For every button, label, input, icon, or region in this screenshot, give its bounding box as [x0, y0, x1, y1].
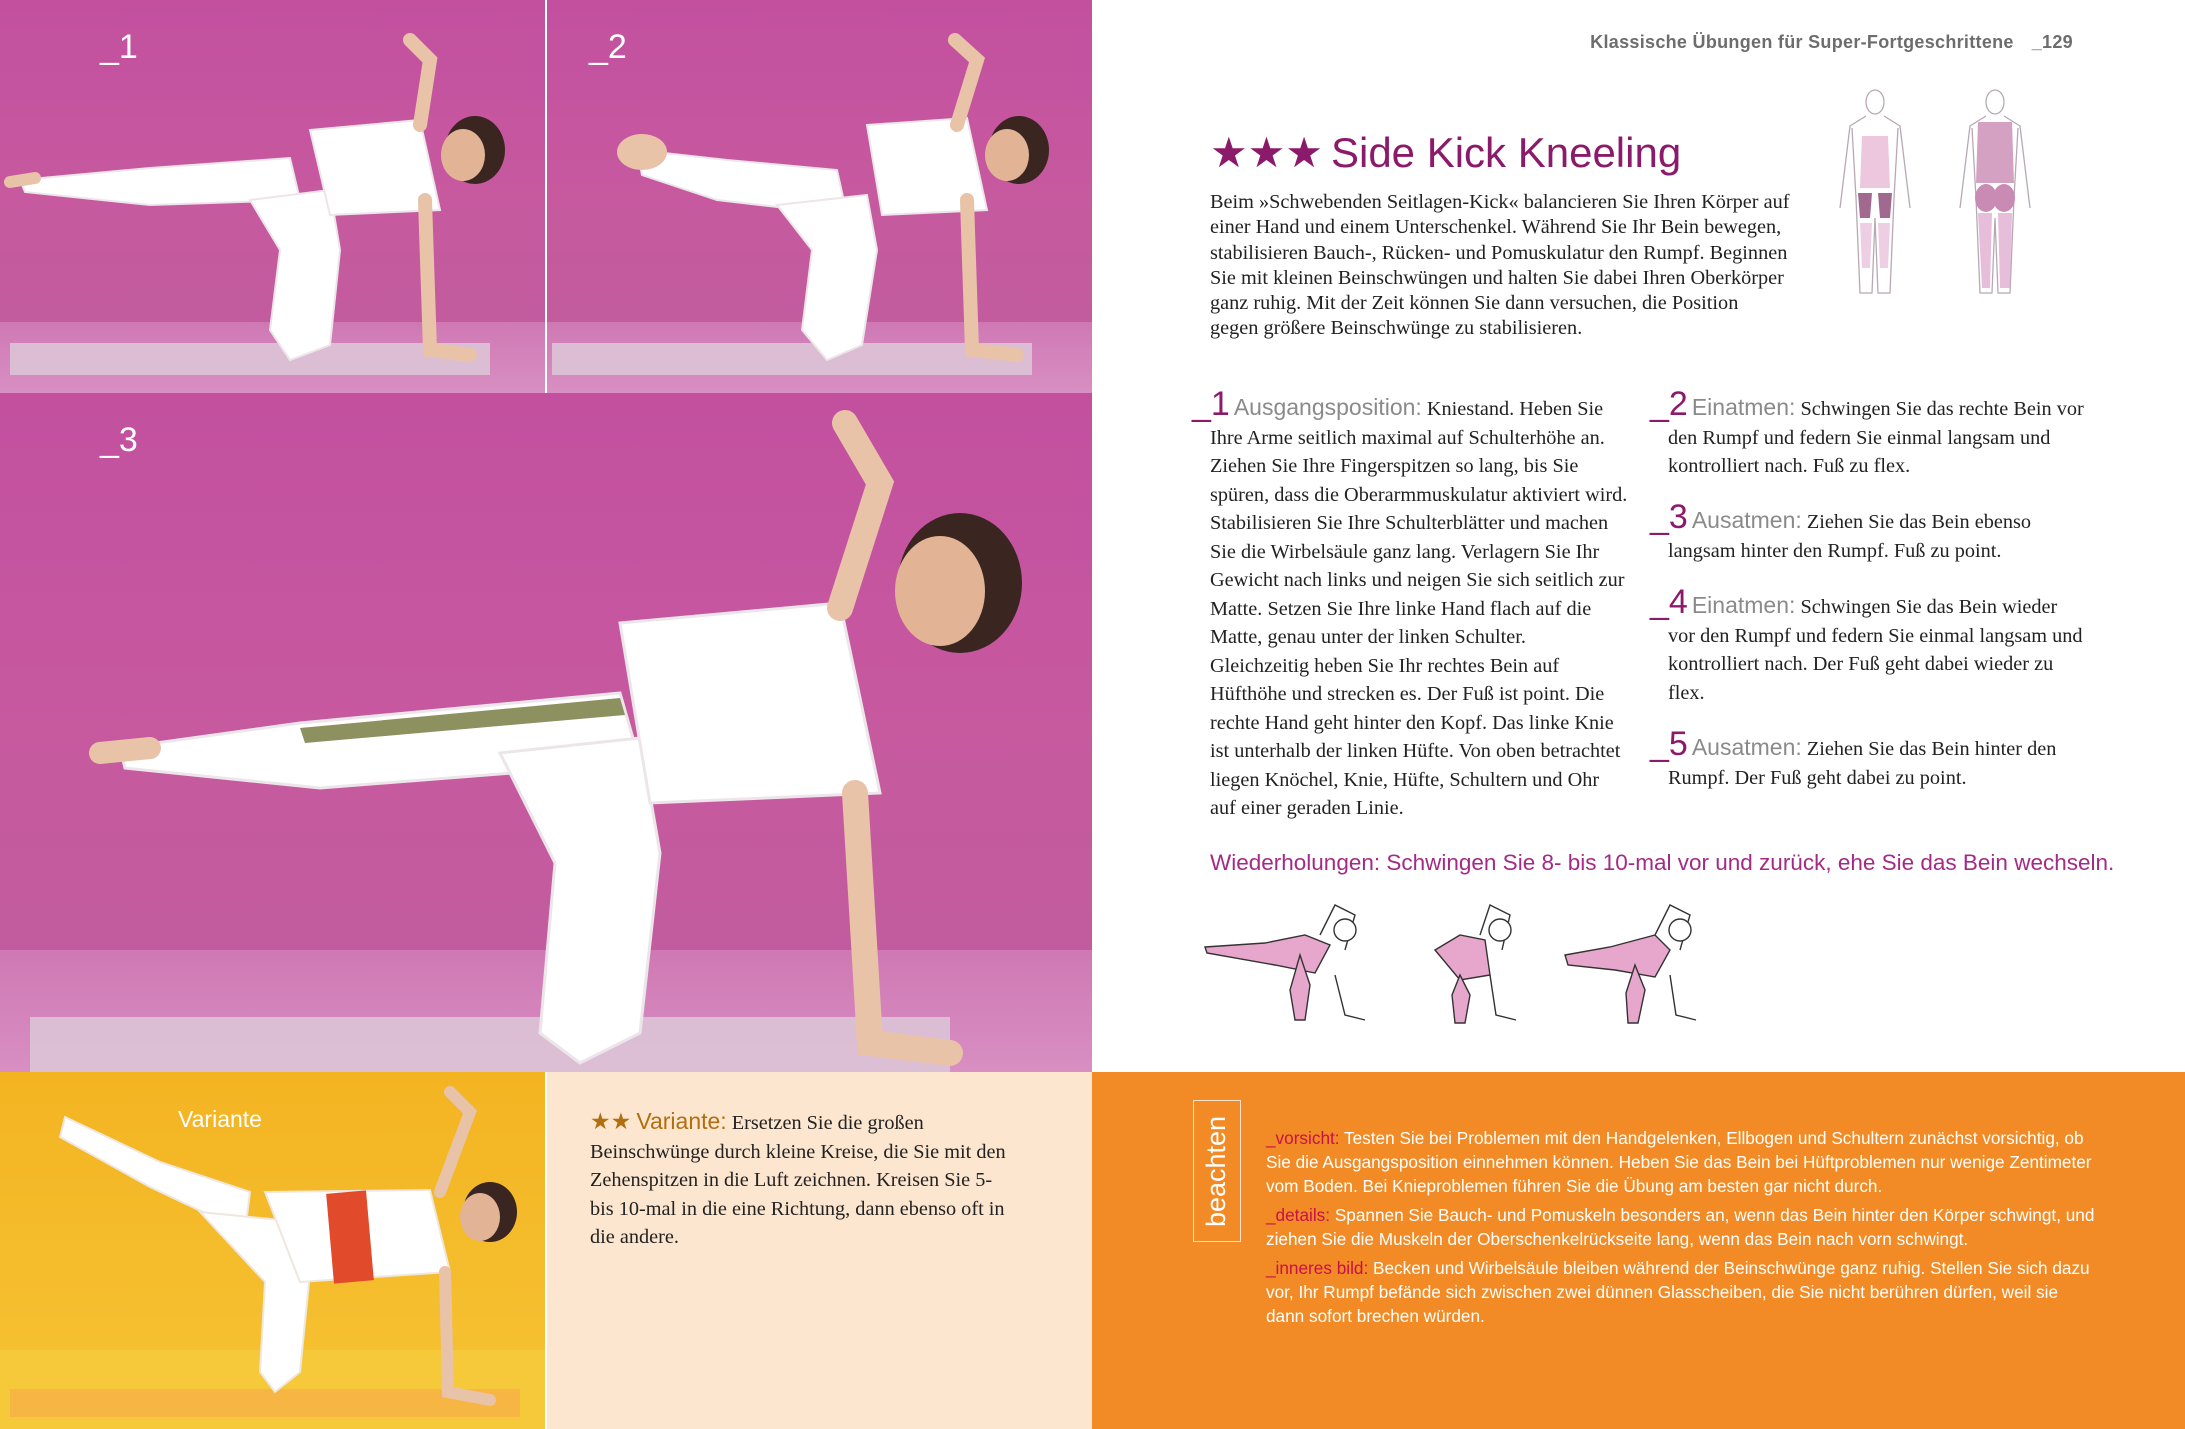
step-heading: Ausatmen:: [1691, 734, 1802, 760]
woman-side-kick-figure: [547, 0, 1092, 393]
exercise-photo-3: [0, 393, 1092, 1072]
anatomy-front-figure: [1830, 88, 1920, 303]
step-5: [1650, 725, 2088, 792]
step-text: Schwingen Sie das Bein wieder vor den Rumpf und federn Sie einmal langsam und kontrolliert nach. Der Fuß geht dabei wieder zu flex.: [1668, 596, 2083, 704]
note-label: _details:: [1266, 1205, 1331, 1225]
step-heading: Einatmen:: [1691, 394, 1796, 420]
exercise-title: [1210, 128, 1681, 177]
step-text: Schwingen Sie das rechte Bein vor den Rumpf und federn Sie einmal langsam und kontrolliert nach. Fuß zu flex.: [1668, 398, 2084, 477]
anatomy-back-figure: [1950, 88, 2040, 303]
note-caution: [1266, 1126, 2096, 1198]
step-number: _4: [1650, 583, 1688, 621]
photo-label-1: _1: [100, 28, 138, 66]
step-4: [1650, 583, 2088, 707]
step-heading: Ausatmen:: [1691, 507, 1802, 533]
exercise-photo-1: [0, 0, 545, 393]
difficulty-stars: ★★★: [1210, 129, 1323, 176]
page-number: _129: [2031, 32, 2073, 52]
step-text: Ziehen Sie das Bein ebenso langsam hinter den Rumpf. Fuß zu point.: [1668, 511, 2032, 562]
photo-label-variant: Variante: [178, 1106, 262, 1132]
step-heading: Ausgangsposition:: [1233, 394, 1422, 420]
exercise-intro: Beim »Schwebenden Seitlagen-Kick« balancieren Sie Ihren Körper auf einer Hand und einem Unterschenkel. Während Sie Ihr Bein bewegen, stabilisieren Bauch-, Rücken- und Pomuskulatur den Rumpf. Beginnen Sie mit kleinen Beinschwüngen und halten Sie dabei Ihren Oberkörper ganz ruhig. Mit der Zeit können Sie dann versuchen, die Position gegen größere Beinschwünge zu stabilisieren.: [1210, 191, 1790, 340]
step-heading: Einatmen:: [1691, 592, 1796, 618]
variant-text: Ersetzen Sie die großen Beinschwünge durch kleine Kreise, die Sie mit den Zehenspitzen in die Luft zeichnen. Kreisen Sie 5- bis 10-mal in die eine Richtung, dann ebenso oft in die andere.: [590, 1112, 1006, 1248]
mini-figure-leg-back: [1195, 895, 1370, 1030]
step-2: [1650, 385, 2088, 481]
variant-stars: ★★: [590, 1108, 632, 1134]
mini-figure-leg-back-2: [1560, 895, 1700, 1030]
step-text: Kniestand. Heben Sie Ihre Arme seitlich maximal auf Schulterhöhe an. Ziehen Sie Ihre Fingerspitzen so lang, bis Sie spüren, dass die Oberarmmuskulatur aktiviert wird. Stabilisieren Sie Ihre Schulterblätter und machen Sie die Wirbelsäule ganz lang. Verlagern Sie Ihr Gewicht nach links und neigen Sie sich seitlich zur Matte. Setzen Sie Ihre linke Hand flach auf die Matte, genau unter der linken Schulter. Gleichzeitig heben Sie Ihr rechtes Bein auf Hüfthöhe und strecken es. Der Fuß ist point. Die rechte Hand geht hinter den Kopf. Das linke Knie ist unterhalb der linken Hüfte. Von oben betrachtet liegen Knöchel, Knie, Hüfte, Schultern und Ohr auf einer geraden Linie.: [1210, 398, 1628, 819]
step-number: _1: [1192, 385, 1230, 423]
step-3: [1650, 498, 2088, 565]
note-text: Becken und Wirbelsäule bleiben während der Beinschwünge ganz ruhig. Stellen Sie sich dazu vor, Ihr Rumpf befände sich zwischen zwei dünnen Glasscheiben, die Sie nicht berühren dürfen, weil sie dann sofort brechen würden.: [1266, 1258, 2090, 1326]
photo-label-3: _3: [100, 421, 138, 459]
exercise-photo-2: [547, 0, 1092, 393]
notes-box-label-text: beachten: [1201, 1115, 1232, 1227]
step-number: _3: [1650, 498, 1688, 536]
exercise-title-text: Side Kick Kneeling: [1330, 129, 1682, 176]
variant-description: [590, 1107, 1010, 1252]
step-1: [1192, 385, 1628, 823]
step-text: Ziehen Sie das Bein hinter den Rumpf. Der Fuß geht dabei zu point.: [1668, 738, 2057, 789]
woman-side-kick-figure: [0, 393, 1092, 1072]
note-details: [1266, 1203, 2096, 1251]
note-label: _inneres bild:: [1266, 1258, 1369, 1278]
note-label: _vorsicht:: [1266, 1128, 1340, 1148]
notes-box-label: [1193, 1100, 1241, 1242]
running-head: [1590, 32, 2073, 53]
running-title: Klassische Übungen für Super-Fortgeschrittene: [1590, 32, 2014, 52]
woman-side-kick-figure: [0, 0, 545, 393]
repetitions-note: Wiederholungen: Schwingen Sie 8- bis 10-mal vor und zurück, ehe Sie das Bein wechseln.: [1210, 850, 2115, 875]
note-inner-image: [1266, 1256, 2096, 1328]
mini-figure-leg-front: [1430, 895, 1520, 1030]
note-text: Spannen Sie Bauch- und Pomuskeln besonders an, wenn das Bein hinter den Körper schwingt, und ziehen Sie die Muskeln der Oberschenkelrückseite lang, wenn das Bein nach vorn schwingt.: [1266, 1205, 2095, 1249]
variant-photo: [0, 1072, 545, 1429]
step-number: _2: [1650, 385, 1688, 423]
note-text: Testen Sie bei Problemen mit den Handgelenken, Ellbogen und Schultern zunächst vorsichtig, ob Sie die Ausgangsposition einnehmen können. Heben Sie das Bein bei Hüftproblemen nur wenige Zentimeter vom Boden. Bei Knieproblemen führen Sie die Übung am besten gar nicht durch.: [1266, 1128, 2092, 1196]
variant-heading: Variante:: [636, 1108, 727, 1134]
notes-list: [1266, 1126, 2096, 1333]
photo-label-2: _2: [589, 28, 627, 66]
woman-variant-figure: [0, 1072, 545, 1429]
step-number: _5: [1650, 725, 1688, 763]
